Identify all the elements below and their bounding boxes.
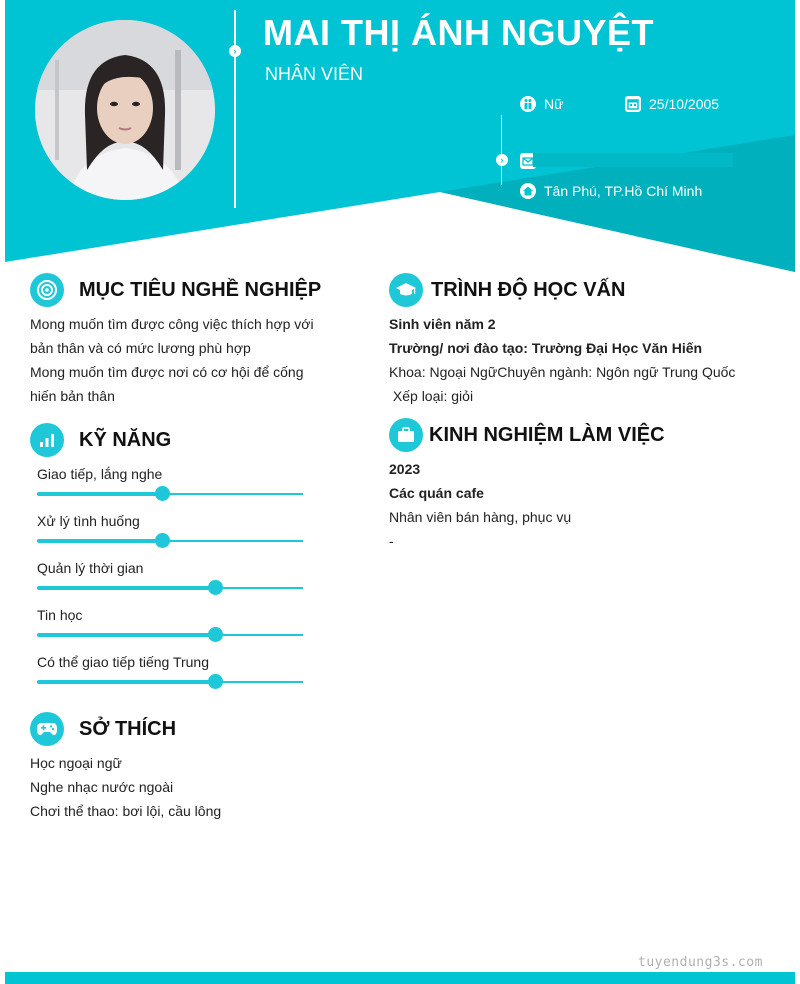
career-goal-line: bản thân và có mức lương phù hợp [30, 340, 251, 356]
birthdate-value: 25/10/2005 [649, 96, 720, 112]
hobbies-list [30, 751, 221, 823]
skill-level-dot [155, 533, 170, 548]
portrait-image [35, 20, 215, 200]
skill-bar [37, 493, 303, 495]
education-heading [389, 273, 625, 307]
candidate-name: MAI THỊ ÁNH NGUYỆT [263, 12, 654, 53]
skill-level-dot [208, 674, 223, 689]
graduation-cap-icon [389, 273, 423, 307]
footer-bar [5, 972, 795, 984]
watermark: tuyendung3s.com [638, 955, 763, 970]
experience-position: Nhân viên bán hàng, phục vụ [389, 509, 572, 525]
skill-bar [37, 540, 303, 542]
avatar [35, 20, 215, 200]
candidate-role: NHÂN VIÊN [265, 64, 364, 84]
target-icon [30, 273, 64, 307]
chevron-right-icon: › [496, 154, 508, 166]
skill-level-dot [208, 627, 223, 642]
career-goal-line: Mong muốn tìm được công việc thích hợp với [30, 316, 314, 332]
skill-label: Giao tiếp, lắng nghe [37, 466, 163, 482]
hobby-item: Chơi thể thao: bơi lội, cầu lông [30, 803, 222, 819]
education-major: Khoa: Ngoại NgữChuyên ngành: Ngôn ngữ Trung Quốc [389, 364, 736, 380]
gamepad-icon [30, 712, 64, 746]
education-title: TRÌNH ĐỘ HỌC VẤN [431, 278, 626, 301]
experience-year: 2023 [389, 461, 421, 477]
gender-value: Nữ [544, 96, 564, 112]
experience-heading [389, 418, 665, 452]
skill-bar [37, 587, 303, 589]
chevron-right-icon: › [229, 45, 241, 57]
header-divider-line [234, 10, 236, 208]
hobbies-heading [30, 712, 176, 746]
experience-details [389, 457, 769, 553]
skills-heading [30, 423, 171, 457]
skill-level-dot [208, 580, 223, 595]
hobby-item: Nghe nhạc nước ngoài [30, 779, 174, 795]
home-icon [520, 183, 536, 199]
skill-label: Xử lý tình huống [37, 513, 140, 529]
career-goal-text [30, 312, 320, 408]
gender-info [520, 96, 563, 112]
birthdate-info [625, 96, 719, 112]
redacted-contact [533, 153, 733, 167]
experience-title: KINH NGHIỆM LÀM VIỆC [429, 423, 665, 446]
skill-label: Quản lý thời gian [37, 560, 144, 576]
skill-bar [37, 634, 303, 636]
skills-title: KỸ NĂNG [79, 428, 172, 451]
career-goal-heading [30, 273, 321, 307]
education-rank: Xếp loại: giỏi [389, 388, 474, 404]
education-details [389, 312, 769, 408]
bar-chart-icon [30, 423, 64, 457]
hobbies-title: SỞ THÍCH [79, 717, 177, 740]
skill-level-dot [155, 486, 170, 501]
briefcase-icon [389, 418, 423, 452]
contact-divider-line [501, 115, 502, 185]
skill-label: Có thể giao tiếp tiếng Trung [37, 654, 210, 670]
skill-bar [37, 681, 303, 683]
address-value: Tân Phú, TP.Hồ Chí Minh [544, 183, 703, 199]
experience-note: - [389, 533, 394, 549]
career-goal-line: hiến bản thân [30, 388, 115, 404]
career-goal-line: Mong muốn tìm được nơi có cơ hội để cống [30, 364, 304, 380]
education-school: Trường/ nơi đào tạo: Trường Đại Học Văn Hiến [389, 340, 703, 356]
career-goal-title: MỤC TIÊU NGHỀ NGHIỆP [79, 278, 322, 301]
hobby-item: Học ngoại ngữ [30, 755, 122, 771]
experience-company: Các quán cafe [389, 485, 484, 501]
calendar-icon [625, 96, 641, 112]
gender-icon [520, 96, 536, 112]
skill-label: Tin học [37, 607, 83, 623]
address-info [520, 183, 702, 199]
education-year: Sinh viên năm 2 [389, 316, 496, 332]
